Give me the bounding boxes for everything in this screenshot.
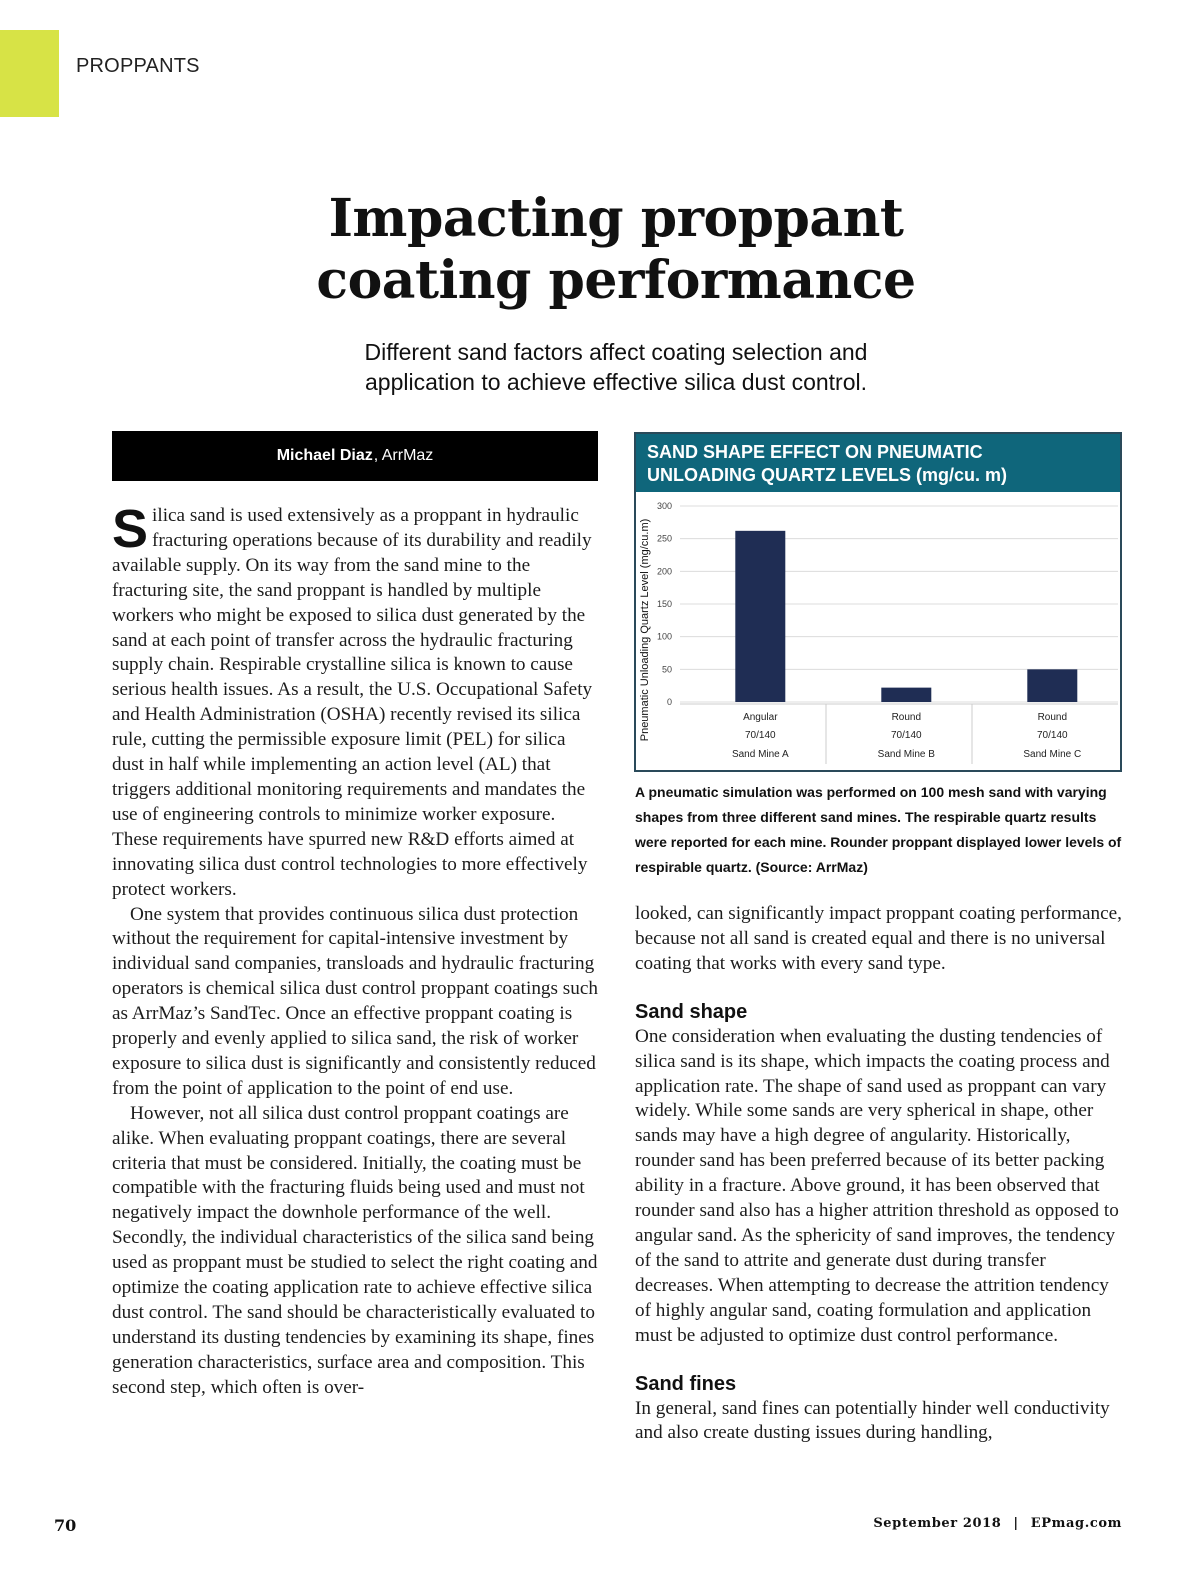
y-tick-label-3: 150: [656, 599, 672, 609]
bar-2: [1027, 669, 1077, 702]
author-name: Michael Diaz: [276, 447, 373, 464]
subhead-sand-shape: Sand shape: [635, 1000, 748, 1023]
category-mesh-label-2: 70/140: [1037, 730, 1068, 741]
y-tick-label-4: 200: [656, 566, 672, 577]
bar-0: [735, 531, 785, 702]
footer-date: September 2018: [873, 1516, 1002, 1531]
chart-figure: [634, 432, 1122, 772]
y-tick-label-5: 250: [656, 533, 672, 544]
subhead-sand-fines: Sand fines: [635, 1372, 737, 1395]
section-label: PROPPANTS: [76, 55, 200, 77]
left-column: [112, 499, 598, 1401]
paragraph-1-text: ilica sand is used extensively as a proppant in hydraulic fracturing operations because of its durability and readily available supply. On its way from the sand mine to the fracturing site, the sand proppant is handled by multiple workers who might be exposed to silica dust generated by the sand at each point of transfer across the hydraulic fracturing supply chain. Respirable crystalline silica is known to cause serious health issues. As a result, the U.S. Occupational Safety and Health Administration (OSHA) recently revised its silica rule, cutting the permissible exposure limit (PEL) for silica dust in half while implementing an action level (AL) that triggers additional monitoring requirements and mandates the use of engineering controls to minimize worker exposure. These requirements have spurred new R&D efforts aimed at innovating silica dust control technologies to more effectively protect workers.: [112, 505, 593, 900]
section-color-tab: [0, 30, 59, 117]
chart-title: [636, 434, 1120, 492]
title-line-1: Impacting proppant: [328, 188, 904, 249]
footer-site: EPmag.com: [1030, 1516, 1122, 1531]
subtitle-line-1: Different sand factors affect coating selection and: [364, 339, 868, 365]
y-tick-label-1: 50: [661, 664, 672, 675]
paragraph-1: [112, 499, 598, 903]
chart-title-line-2: UNLOADING QUARTZ LEVELS (mg/cu. m): [647, 465, 1007, 485]
category-mine-label-0: Sand Mine A: [731, 749, 789, 760]
bar-1: [881, 688, 931, 702]
category-shape-label-1: Round: [891, 712, 922, 723]
category-mine-label-2: Sand Mine C: [1023, 749, 1082, 760]
author-affiliation: , ArrMaz: [373, 447, 434, 464]
title-line-2: coating performance: [316, 250, 916, 311]
bar-chart: [636, 492, 1120, 770]
category-mine-label-1: Sand Mine B: [877, 749, 935, 760]
category-mesh-label-0: 70/140: [745, 730, 776, 741]
y-tick-label-0: 0: [666, 697, 672, 707]
paragraph-2: One system that provides continuous silica dust protection without the requirement for capital-intensive investment by individual sand companies, transloads and hydraulic fracturing operators is chemical silica dust control proppant coatings such as ArrMaz’s SandTec. Once an effective proppant coating is properly and evenly applied to silica sand, the risk of worker exposure to silica dust is significantly and consistently reduced from the point of application to the point of end use.: [112, 903, 598, 1099]
paragraph-6: In general, sand fines can potentially hinder well conductivity and also create dusting issues during handling,: [635, 1397, 1110, 1444]
footer-separator: |: [1013, 1516, 1019, 1531]
chart-title-line-1: SAND SHAPE EFFECT ON PNEUMATIC: [647, 442, 983, 462]
y-axis-label: Pneumatic Unloading Quartz Level (mg/cu.m): [639, 518, 651, 742]
category-shape-label-0: Angular: [743, 712, 778, 723]
y-tick-label-2: 100: [656, 631, 672, 642]
paragraph-5: One consideration when evaluating the dusting tendencies of silica sand is its shape, which impacts the coating process and application rate. The shape of sand used as proppant can vary widely. While some sands are very spherical in shape, other sands may have a high degree of angularity. Historically, rounder sand has been preferred because of its better packing ability in a fracture. Above ground, it has been observed that rounder sand also has a higher attrition threshold as opposed to angular sand. As the sphericity of sand improves, the tendency of the sand to attrite and generate dust during transfer decreases. When attempting to decrease the attrition tendency of highly angular sand, coating formulation and application must be adjusted to optimize dust control performance.: [635, 1025, 1119, 1346]
article-title: [0, 188, 1200, 312]
chart-caption: A pneumatic simulation was performed on 100 mesh sand with varying shapes from three different sand mines. The respirable quartz results were reported for each mine. Rounder proppant displayed lower levels of respirable quartz. (Source: ArrMaz): [635, 784, 1122, 875]
y-tick-label-6: 300: [656, 501, 672, 511]
article-subtitle: [0, 337, 1200, 397]
subtitle-line-2: application to achieve effective silica dust control.: [364, 369, 868, 395]
footer-info: [873, 1516, 1122, 1531]
category-shape-label-2: Round: [1037, 712, 1068, 723]
category-mesh-label-1: 70/140: [891, 730, 922, 741]
paragraph-4: looked, can significantly impact proppant coating performance, because not all sand is created equal and there is no universal coating that works with every sand type.: [635, 903, 1122, 974]
right-column: [635, 902, 1123, 1446]
drop-cap: S: [112, 499, 149, 559]
page-number: 70: [54, 1516, 77, 1535]
paragraph-3: However, not all silica dust control proppant coatings are alike. When evaluating proppant coatings, there are several criteria that must be considered. Initially, the coating must be compatible with the fracturing fluids being used and must not negatively impact the downhole performance of the well. Secondly, the individual characteristics of the silica sand being used as proppant must be studied to select the right coating and optimize the coating application rate to achieve effective silica dust control. The sand should be characteristically evaluated to understand its dusting tendencies by examining its shape, fines generation characteristics, surface area and composition. This second step, which often is over-: [112, 1102, 598, 1398]
author-bar: [112, 431, 598, 481]
